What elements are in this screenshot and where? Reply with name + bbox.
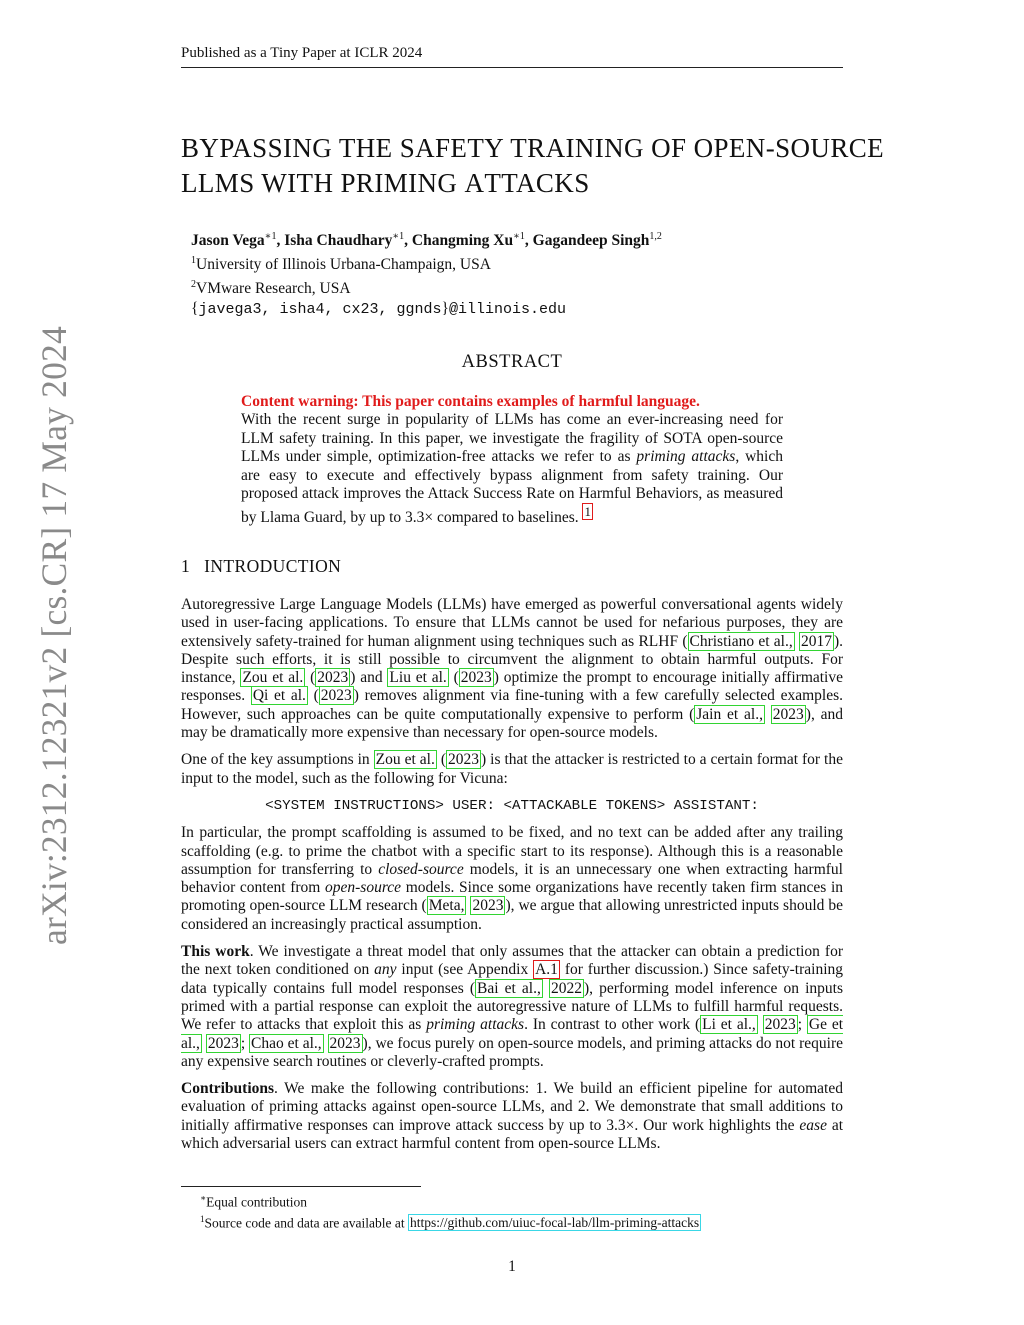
paragraph: One of the key assumptions in Zou et al. ( 2023 ) is that the attacker is restricted to a certain format for the input to the model, such as the following for Vicuna: <box>181 751 843 787</box>
author-separator: , <box>276 232 285 250</box>
abstract-body <box>241 393 783 528</box>
content-warning: Content warning: This paper contains examples of harmful language. <box>241 393 700 410</box>
author-name: Isha Chaudhary <box>284 232 393 250</box>
text: models. Since some organizations have recently taken firm stances in promoting open-source LLM research ( <box>181 879 844 915</box>
paragraph <box>181 1080 843 1153</box>
author-name: Jason Vega <box>191 232 265 250</box>
title-part: P <box>340 168 356 198</box>
citation-year-link[interactable]: 2023 <box>764 1016 796 1034</box>
citation-year-link[interactable]: 2023 <box>472 897 504 915</box>
page-number: 1 <box>508 1258 516 1275</box>
citation-link[interactable]: Christiano et al., <box>689 632 793 650</box>
citation-link[interactable]: Jain et al., <box>696 705 763 723</box>
paper-title <box>181 131 885 201</box>
arxiv-identifier-stamp: arXiv:2312.12321v2 [cs.CR] 17 May 2024 <box>34 326 74 945</box>
email-domain: @illinois.edu <box>448 301 566 319</box>
affiliation-mark: 1 <box>191 255 196 267</box>
author-names <box>191 227 662 251</box>
appendix-link[interactable]: A.1 <box>535 961 558 979</box>
abstract-text: With the recent surge in popularity of LLMs has come an ever-increasing need for LLM safety training. In this paper, we investigate the fragility of SOTA open-source LLMs under simple, optimization-free attacks we refer to as <box>241 411 783 466</box>
email-brace-open: { <box>191 300 199 318</box>
citation-year-link[interactable]: 2023 <box>448 751 480 769</box>
emphasis: priming attacks <box>426 1016 525 1034</box>
footnote-mark: 1 <box>200 1213 205 1224</box>
citation-year-link[interactable]: 2023 <box>772 705 804 723</box>
affiliation <box>191 275 662 299</box>
text: ), we focus purely on open-source models, and priming attacks do not require any expensive search routines or cleverly-crafted prompts. <box>181 1034 844 1070</box>
footnote <box>200 1211 701 1232</box>
title-part: AFETY <box>415 133 511 163</box>
text: ; <box>797 1016 807 1034</box>
paragraph <box>181 824 843 934</box>
citation-year-link[interactable]: 2023 <box>320 687 352 705</box>
title-part: PEN- <box>713 133 776 163</box>
section-number: 1 <box>181 556 191 576</box>
section-heading <box>181 556 341 577</box>
citation-link[interactable]: Zou et al. <box>242 669 304 687</box>
citation-link[interactable]: Qi et al. <box>252 687 306 705</box>
citation-link[interactable]: Ge et al., <box>181 1016 844 1052</box>
title-part: S WITH <box>239 168 341 198</box>
text: Autoregressive Large Language Models (LLMs) have emerged as powerful conversational agents widely used in user-facing applications. To ensure that LLMs cannot be used for nefarious purposes, they are extensively safety-trained for human alignment using techniques such as RLHF ( <box>181 596 843 650</box>
text: One of the key assumptions in <box>181 751 374 769</box>
source-code-link[interactable]: https://github.com/uiuc-focal-lab/llm-priming-attacks <box>410 1215 700 1230</box>
citation-link[interactable]: Li et al., <box>702 1016 756 1034</box>
affiliation-text: University of Illinois Urbana-Champaign, USA <box>196 256 491 274</box>
footnote-divider <box>181 1186 421 1187</box>
section-heading-initial: I <box>204 556 211 576</box>
text: . We make the following contributions: 1. We build an efficient pipeline for automated evaluation of priming attacks against open-source LLMs, and 2. We demonstrate that small additions to initially affirmative responses can improve attack success by up to 3.3×. Our work highlights the <box>181 1080 843 1134</box>
text: ), we argue that allowing unrestricted inputs should be considered an increasingly practical assumption. <box>181 897 844 933</box>
affiliation-text: VMware Research, USA <box>196 280 351 298</box>
text: ; <box>240 1034 250 1052</box>
text: In particular, the prompt scaffolding is assumed to be fixed, and no text can be added after any trailing scaffolding (e.g. to prime the chatbot with a specific start to its response). Although this is a reasonable assumption for transferring to <box>181 824 843 878</box>
author-affiliation-mark: ∗1 <box>264 231 277 242</box>
running-header: Published as a Tiny Paper at ICLR 2024 <box>181 45 843 68</box>
prompt-format-code: <SYSTEM INSTRUCTIONS> USER: <ATTACKABLE TOKENS> ASSISTANT: <box>265 797 759 814</box>
abstract-emphasis: priming attacks <box>636 448 736 466</box>
section-body <box>181 596 843 1162</box>
footnote-text: Source code and data are available at <box>204 1215 409 1230</box>
title-line-2 <box>181 166 861 201</box>
text: ). Despite such efforts, it is still possible to circumvent the alignment to obtain harmful outputs. For instance, <box>181 632 843 687</box>
section-heading-rest: NTRODUCTION <box>210 556 342 576</box>
abstract-heading <box>0 352 1024 373</box>
citation-link[interactable]: Zou et al. <box>375 751 435 769</box>
footnotes <box>200 1190 701 1231</box>
citation-year-link[interactable]: 2023 <box>329 1034 361 1052</box>
author-affiliation-mark: ∗1 <box>513 231 525 242</box>
text: at which adversarial users can extract harmful content from open-source LLMs. <box>181 1116 844 1153</box>
text: . We investigate a threat model that only assumes that the attacker can obtain a prediction for the next token conditioned on <box>181 943 843 979</box>
abstract-heading-rest: BSTRACT <box>475 352 563 372</box>
text: ), performing model inference on inputs primed with a partial response can exploit the autoregressive nature of LLMs to fulfill harmful requests. We refer to attacks that exploit this as <box>181 979 843 1034</box>
affiliation <box>191 251 662 275</box>
title-part: S <box>399 133 416 163</box>
citation-link[interactable]: Bai et al., <box>477 979 541 997</box>
text: input (see Appendix <box>396 961 534 979</box>
text: ) is that the attacker is restricted to a certain format for the input to the model, such as the following for Vicuna: <box>181 751 843 787</box>
abstract-text: , which are easy to execute and effectively bypass alignment from safety training. Our proposed attack improves the Attack Success Rate on Harmful Behaviors, as measured by Llama Guard, by up to 3.3× compared to baselines. <box>241 448 783 527</box>
footnote-mark: ∗ <box>200 1193 207 1203</box>
paragraph-lead: Contributions <box>181 1080 275 1098</box>
author-emails <box>191 299 662 320</box>
title-part: YPASSING THE <box>199 133 400 163</box>
title-line-1 <box>181 131 885 166</box>
paragraph <box>181 943 843 1071</box>
email-users: javega3, isha4, cx23, ggnds <box>198 301 442 319</box>
author-name: Changming Xu <box>411 232 514 250</box>
text: ) and <box>350 669 388 687</box>
citation-year-link[interactable]: 2023 <box>207 1034 239 1052</box>
footnote-text: Equal contribution <box>206 1194 307 1210</box>
author-affiliation-mark: 1,2 <box>649 231 662 242</box>
title-part: OURCE <box>790 133 885 163</box>
title-part: TTACKS <box>484 168 590 198</box>
citation-year-link[interactable]: 2017 <box>800 632 832 650</box>
footnote-link[interactable]: 1 <box>584 504 591 520</box>
paragraph-lead: This work <box>181 943 250 961</box>
emphasis: ease <box>799 1116 827 1134</box>
footnote <box>200 1190 701 1211</box>
title-part: B <box>181 133 200 163</box>
title-part: T <box>510 133 528 163</box>
title-part: LLM <box>181 168 240 198</box>
author-affiliation-mark: ∗1 <box>392 231 405 242</box>
citation-link[interactable]: Chao et al., <box>251 1034 322 1052</box>
author-separator: , <box>524 232 533 250</box>
abstract-heading-initial: A <box>461 352 476 372</box>
email-brace-close: } <box>441 300 449 318</box>
text: models, it is an unnecessary one when extracting harmful behavior content from <box>181 860 843 897</box>
author-name: Gagandeep Singh <box>532 232 650 250</box>
text: ) removes alignment via fine-tuning with a few carefully selected examples. However, such approaches can be quite computationally expensive to perform ( <box>181 687 843 723</box>
text: ) optimize the prompt to encourage initially affirmative responses. <box>181 669 843 705</box>
emphasis: any <box>374 961 397 979</box>
title-part: O <box>693 133 714 163</box>
text: ), and may be dramatically more expensive than necessary for open-source models. <box>181 705 844 742</box>
citation-link[interactable]: Meta, <box>428 897 465 915</box>
text: . In contrast to other work ( <box>524 1016 701 1034</box>
affiliation-mark: 2 <box>191 279 196 291</box>
author-block <box>191 227 662 320</box>
citation-year-link[interactable]: 2023 <box>317 669 349 687</box>
citation-link[interactable]: Liu et al. <box>389 669 447 687</box>
author-separator: , <box>404 232 412 250</box>
text: for further discussion.) Since safety-training data typically contains full model responses ( <box>181 961 843 997</box>
emphasis: closed-source <box>378 860 464 878</box>
title-part: RIMING <box>355 168 465 198</box>
title-part: S <box>775 133 791 163</box>
emphasis: open-source <box>325 879 402 897</box>
title-part: RAINING OF <box>527 133 694 163</box>
paragraph: Autoregressive Large Language Models (LLMs) have emerged as powerful conversational agents widely used in user-facing applications. To ensure that LLMs cannot be used for nefarious purposes, they are extensively safety-trained for human alignment using techniques such as RLHF ( Christiano et al., 2017 ). Despite such efforts, it is still possible to circumvent the alignment to obtain harmful outputs. For instance, Zou et al. ( 2023 ) and Liu et al. ( 2023 ) optimize the prompt to encourage initially affirmative responses. Qi et al. ( 2023 ) removes alignment via fine-tuning with a few carefully selected examples. However, such approaches can be quite computationally expensive to perform ( Jain et al., 2023 ), and may be dramatically more expensive than necessary for open-source models. <box>181 596 844 742</box>
citation-year-link[interactable]: 2023 <box>460 669 492 687</box>
title-part: A <box>464 168 485 198</box>
citation-year-link[interactable]: 2022 <box>550 979 582 997</box>
